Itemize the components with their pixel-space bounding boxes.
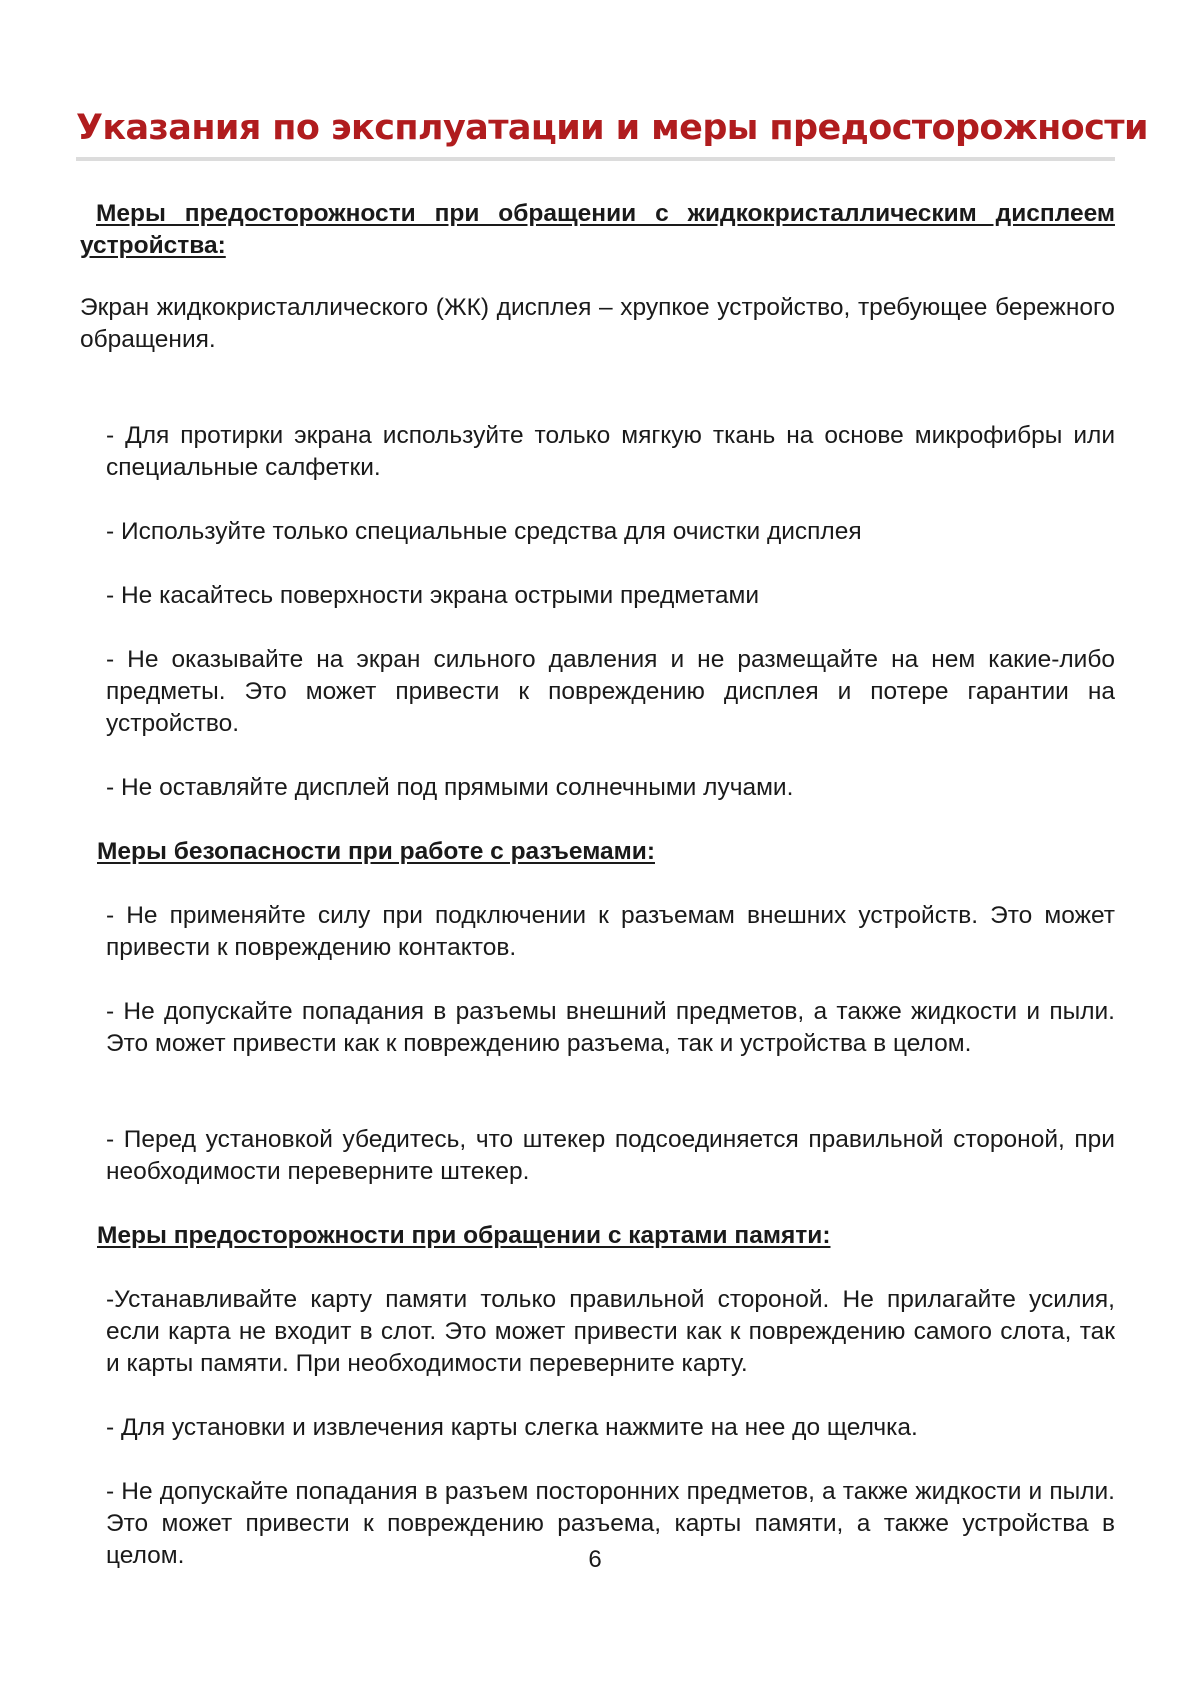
list-item: -Устанавливайте карту памяти только правильной стороной. Не прилагайте усилия, если карта не входит в слот. Это может привести как к повреждению самого слота, так и карты памяти. При необходимости переверните карту.: [106, 1286, 1115, 1377]
list-item: - Перед установкой убедитесь, что штекер подсоединяется правильной стороной, при необходимости переверните штекер.: [106, 1126, 1115, 1185]
section-heading-cards: Меры предосторожности при обращении с картами памяти:: [97, 1222, 831, 1249]
list-item: - Для протирки экрана используйте только мягкую ткань на основе микрофибры или специальные салфетки.: [106, 422, 1115, 481]
list-item: - Используйте только специальные средства для очистки дисплея: [106, 518, 862, 545]
list-item: - Не касайтесь поверхности экрана острыми предметами: [106, 582, 760, 609]
page-number: 6: [588, 1546, 602, 1573]
list-item: - Для установки и извлечения карты слегка нажмите на нее до щелчка.: [106, 1414, 918, 1441]
section-heading-display: Меры предосторожности при обращении с жидкокристаллическим дисплеем устройства:: [80, 200, 1115, 259]
list-item: - Не оставляйте дисплей под прямыми солнечными лучами.: [106, 774, 794, 801]
page-title: Указания по эксплуатации и меры предосторожности: [76, 108, 1148, 148]
title-divider: [76, 157, 1115, 161]
list-item: - Не применяйте силу при подключении к разъемам внешних устройств. Это может привести к повреждению контактов.: [106, 902, 1115, 961]
list-item: - Не допускайте попадания в разъем посторонних предметов, а также жидкости и пыли. Это может привести к повреждению разъема, карты памяти, а также устройства в целом.: [106, 1478, 1115, 1569]
list-item: - Не допускайте попадания в разъемы внешний предметов, а также жидкости и пыли. Это может привести как к повреждению разъема, так и устройства в целом.: [106, 998, 1115, 1057]
section-heading-connectors: Меры безопасности при работе с разъемами:: [97, 838, 655, 865]
paragraph-display-intro: Экран жидкокристаллического (ЖК) дисплея – хрупкое устройство, требующее бережного обращения.: [80, 294, 1115, 353]
list-item: - Не оказывайте на экран сильного давления и не размещайте на нем какие-либо предметы. Это может привести к повреждению дисплея и потере гарантии на устройство.: [106, 646, 1115, 737]
